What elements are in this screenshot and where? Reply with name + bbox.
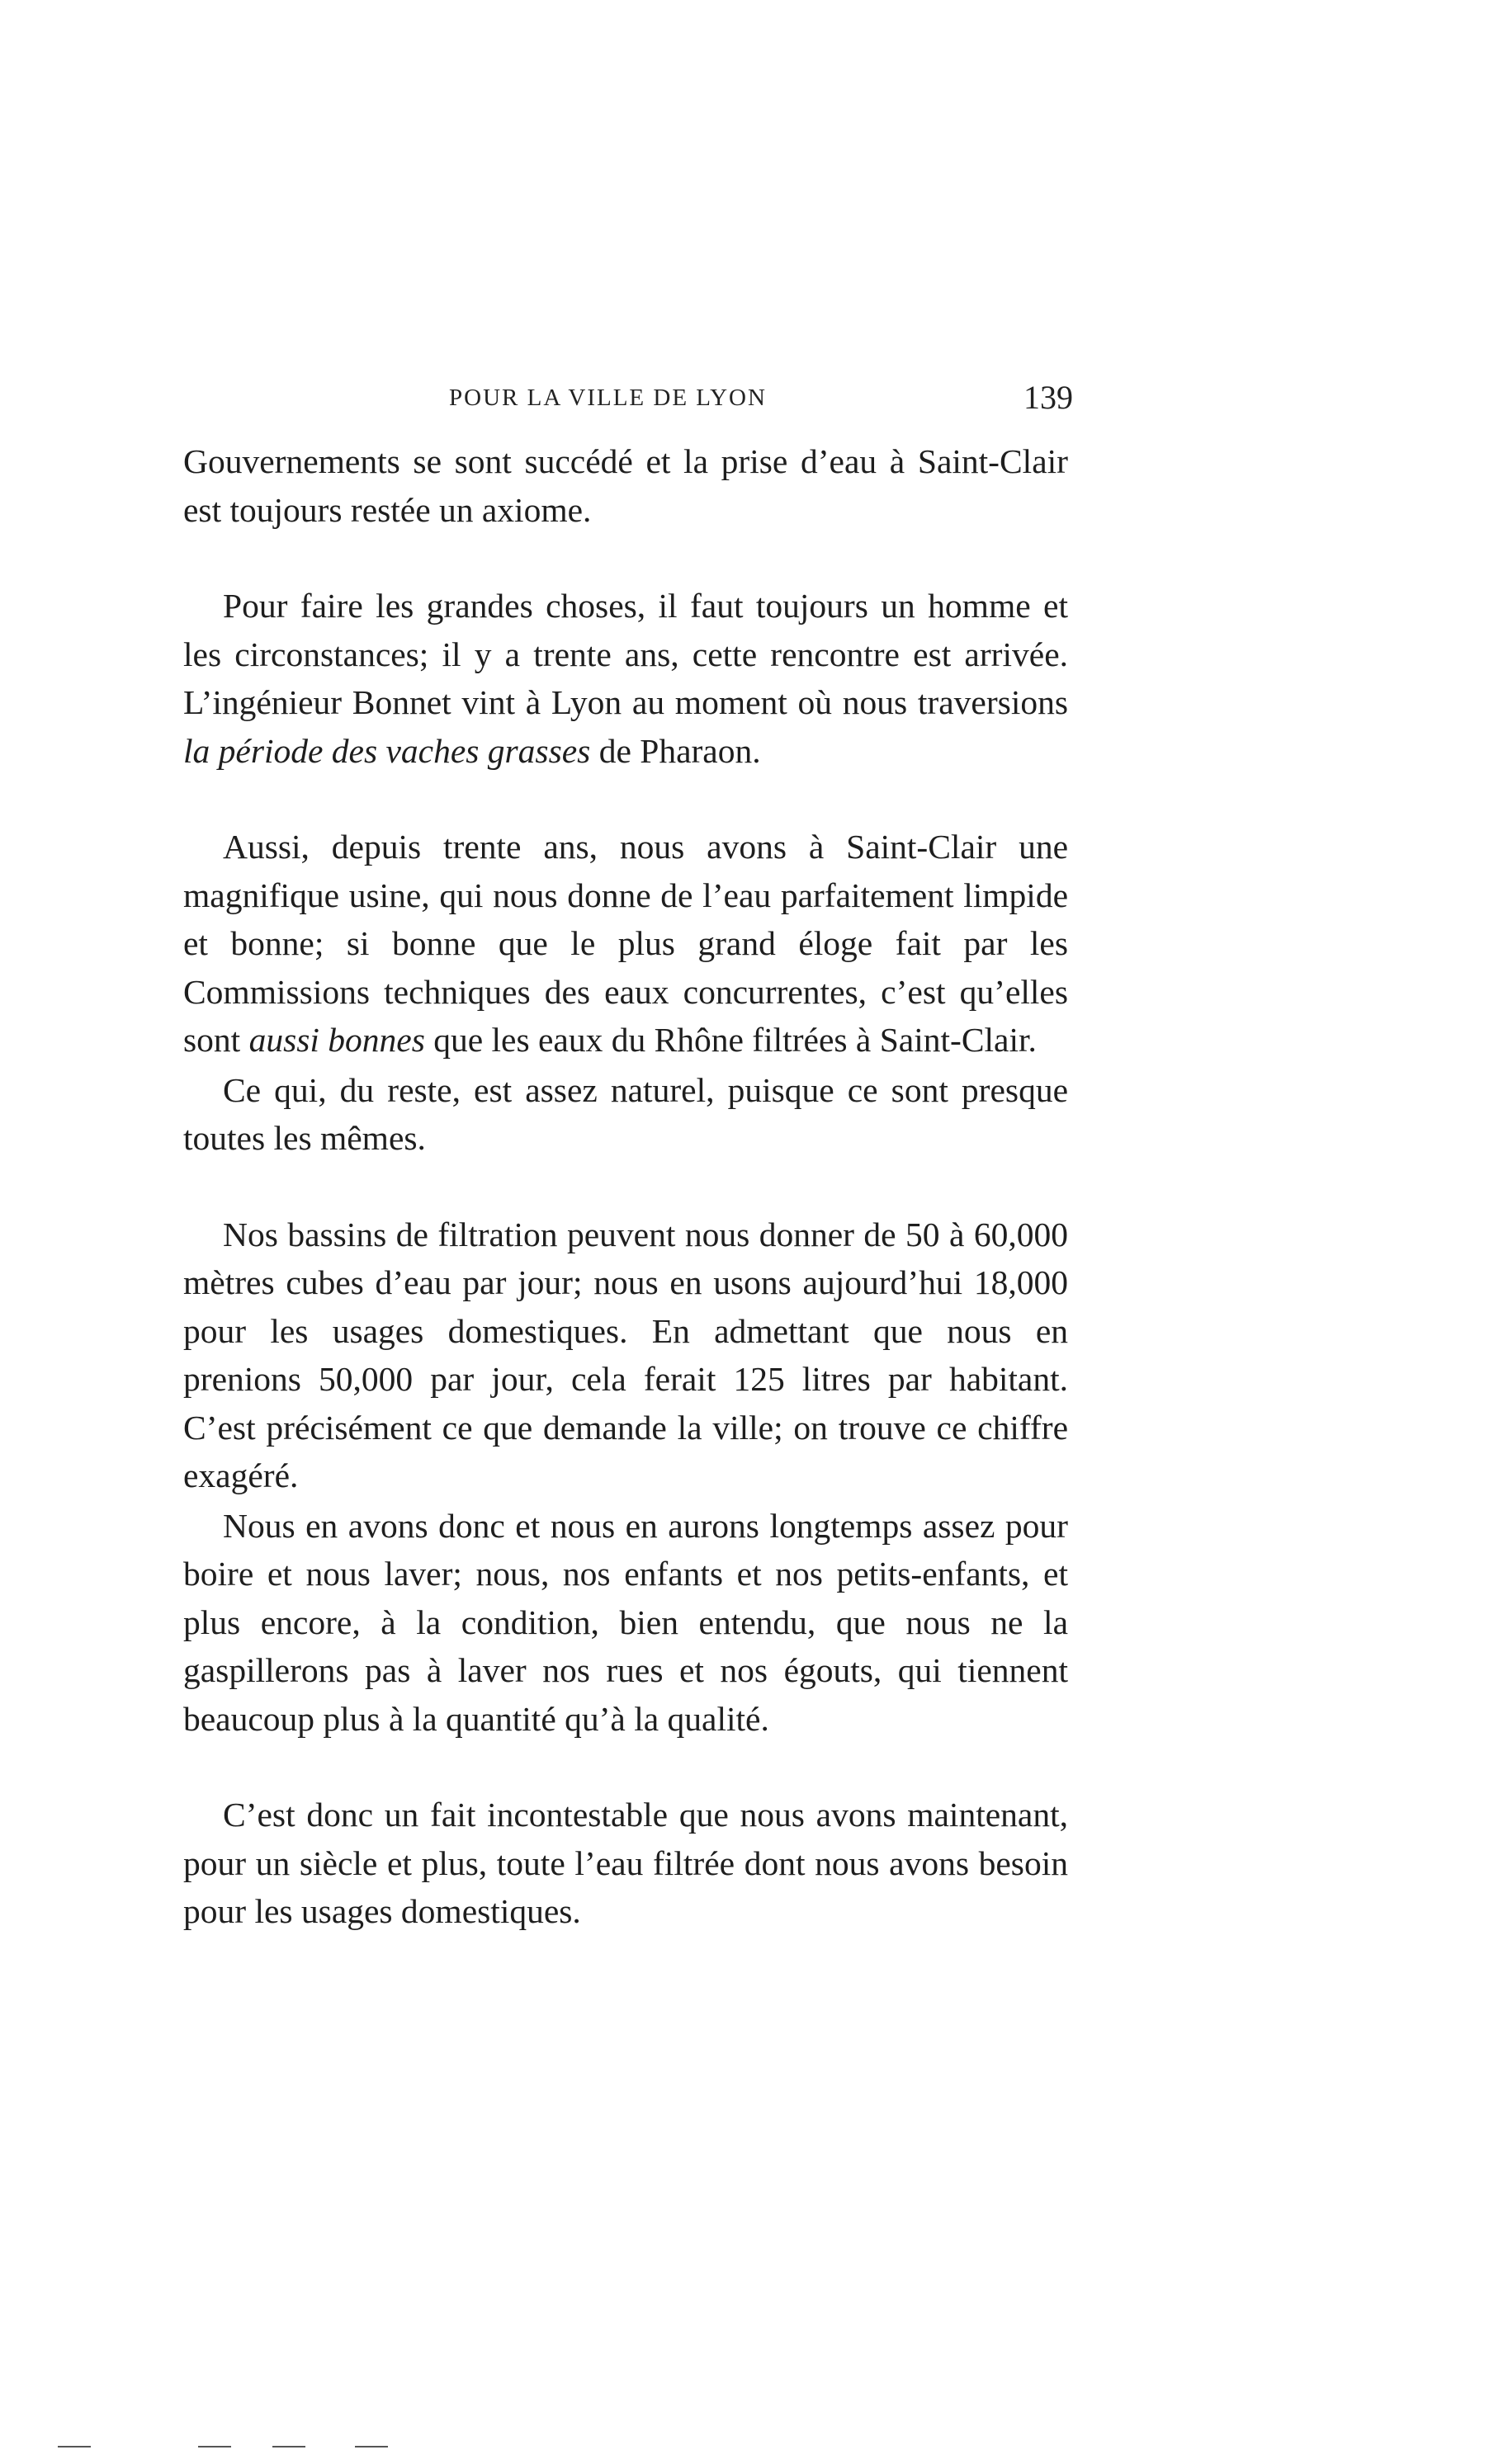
scan-edge-mark <box>272 2446 305 2447</box>
paragraph-2 <box>183 582 1068 775</box>
text-segment: Pour faire les grandes choses, il faut toujours un homme et les circonstances; il y a trente ans, cette rencontre est arrivée. L’ingénieur Bonnet vint à Lyon au moment où nous traversions <box>183 587 1068 721</box>
paragraph-7 <box>183 1791 1068 1936</box>
text-segment: C’est donc un fait incontestable que nous avons maintenant, pour un siècle et plus, toute l’eau filtrée dont nous avons besoin pour les usages domestiques. <box>183 1796 1068 1930</box>
text-segment: Aussi, depuis trente ans, nous avons à Saint-Clair une magnifique usine, qui nous donne de l’eau parfaitement limpide et bonne; si bonne que le plus grand éloge fait par les Commissions techniques des eaux concurrentes, c’est qu’elles sont <box>183 828 1068 1059</box>
italic-phrase: la période des vaches grasses <box>183 731 591 770</box>
text-segment: Ce qui, du reste, est assez naturel, puisque ce sont presque toutes les mêmes. <box>183 1070 1068 1157</box>
scan-edge-mark <box>58 2446 91 2447</box>
text-segment: que les eaux du Rhône filtrées à Saint-Clair. <box>424 1021 1037 1059</box>
text-segment: Gouvernements se sont succédé et la prise d’eau à Saint-Clair est toujours restée un axiome. <box>183 442 1068 529</box>
text-segment: Nos bassins de filtration peuvent nous donner de 50 à 60,000 mètres cubes d’eau par jour; nous en usons aujourd’hui 18,000 pour les usages domestiques. En admettant que nous en prenions 50,000 par jour, cela ferait 125 litres par habitant. C’est précisément ce que demande la ville; on trouve ce chiffre exagéré. <box>183 1215 1068 1494</box>
page-number: 139 <box>1023 379 1073 416</box>
text-segment: Nous en avons donc et nous en aurons longtemps assez pour boire et nous laver; nous, nos enfants et nos petits-enfants, et plus encore, à la condition, bien entendu, que nous ne la gaspillerons pas à laver nos rues et nos égouts, qui tiennent beaucoup plus à la quantité qu’à la qualité. <box>183 1506 1068 1738</box>
scan-edge-mark <box>355 2446 388 2447</box>
page-header <box>182 378 1073 427</box>
paragraph-1 <box>183 437 1068 534</box>
paragraph-3 <box>183 823 1068 1064</box>
paragraph-4 <box>183 1066 1068 1163</box>
body-text <box>183 437 1068 1936</box>
paragraph-6 <box>183 1502 1068 1744</box>
scan-edge-mark <box>198 2446 231 2447</box>
paragraph-5 <box>183 1211 1068 1500</box>
italic-phrase: aussi bonnes <box>248 1021 425 1059</box>
running-head: POUR LA VILLE DE LYON <box>449 385 767 411</box>
text-segment: de Pharaon. <box>590 731 761 770</box>
